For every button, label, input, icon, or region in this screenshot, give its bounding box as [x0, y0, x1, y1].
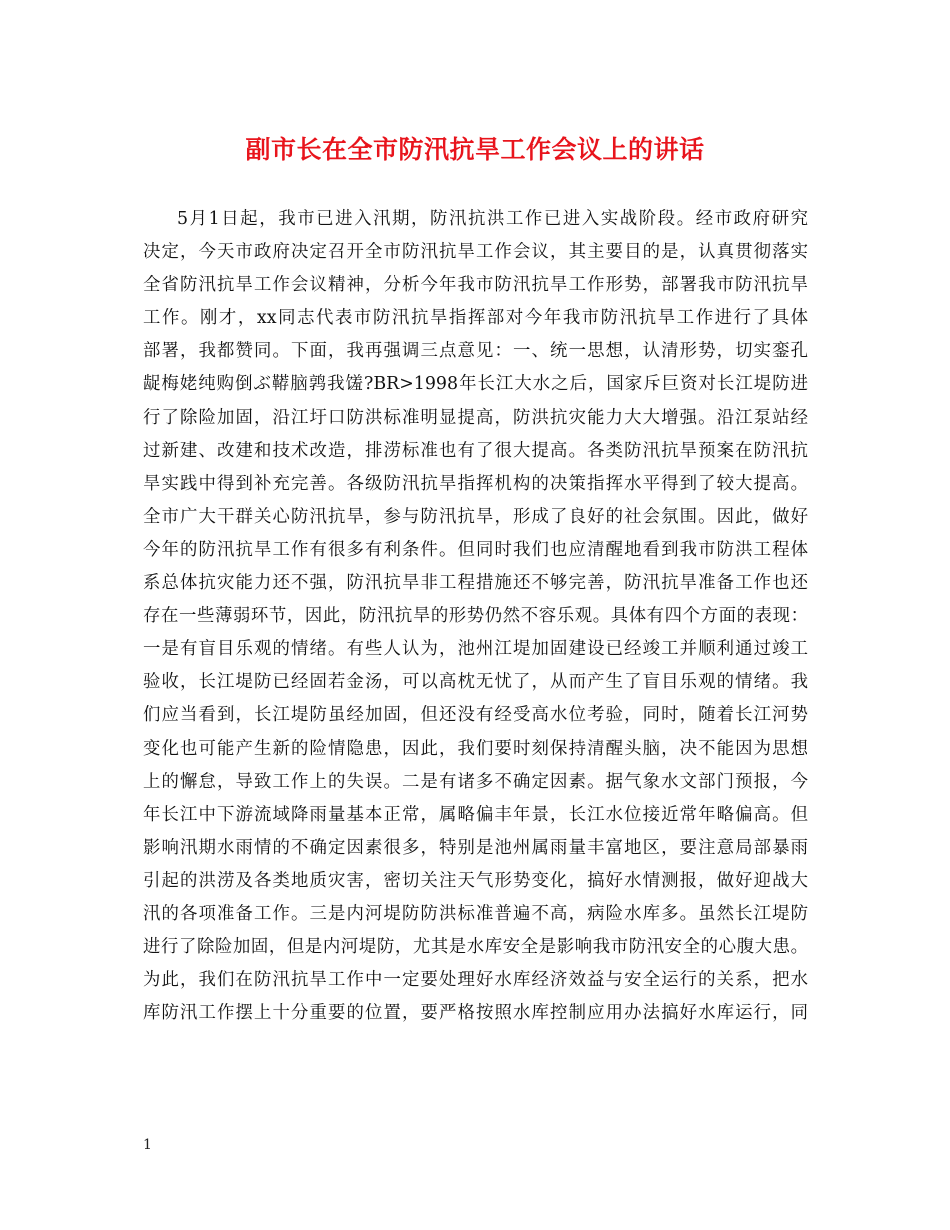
body-line: 变化也可能产生新的险情隐患，因此，我们要时刻保持清醒头脑，决不能因为思想 — [143, 738, 808, 759]
body-line: 为此，我们在防汛抗旱工作中一定要处理好水库经济效益与安全运行的关系，把水 — [143, 970, 808, 991]
body-line: 全省防汛抗旱工作会议精神，分析今年我市防汛抗旱工作形势，部署我市防汛抗旱 — [143, 275, 808, 296]
body-line: 5月1日起，我市已进入汛期，防汛抗洪工作已进入实战阶段。经市政府研究 — [177, 209, 808, 229]
body-line: 验收，长江堤防已经固若金汤，可以高枕无忧了，从而产生了盲目乐观的情绪。我 — [143, 672, 808, 693]
body-line: 行了除险加固，沿江圩口防洪标准明显提高，防洪抗灾能力大大增强。沿江泵站经 — [143, 407, 808, 428]
page-number: 1 — [143, 1137, 152, 1153]
body-line: 年长江中下游流域降雨量基本正常，属略偏丰年景，长江水位接近常年略偏高。但 — [143, 804, 808, 825]
body-line: 进行了除险加固，但是内河堤防，尤其是水库安全是影响我市防汛安全的心腹大患。 — [143, 937, 808, 958]
body-line: 引起的洪涝及各类地质灾害，密切关注天气形势变化，搞好水情测报，做好迎战大 — [143, 870, 808, 891]
body-line: 汛的各项准备工作。三是内河堤防防洪标准普遍不高，病险水库多。虽然长江堤防 — [143, 903, 808, 924]
body-text — [143, 203, 808, 1030]
body-line: 旱实践中得到补充完善。各级防汛抗旱指挥机构的决策指挥水平得到了较大提高。 — [143, 473, 808, 494]
body-line: 今年的防汛抗旱工作有很多有利条件。但同时我们也应清醒地看到我市防洪工程体 — [143, 539, 808, 560]
document-title: 副市长在全市防汛抗旱工作会议上的讲话 — [245, 135, 705, 164]
body-line: 存在一些薄弱环节，因此，防汛抗旱的形势仍然不容乐观。具体有四个方面的表现： — [143, 606, 808, 627]
body-line: 系总体抗灾能力还不强，防汛抗旱非工程措施还不够完善，防汛抗旱准备工作也还 — [143, 573, 808, 594]
body-line: 库防汛工作摆上十分重要的位置，要严格按照水库控制应用办法搞好水库运行，同 — [143, 1003, 808, 1024]
body-line: 决定，今天市政府决定召开全市防汛抗旱工作会议，其主要目的是，认真贯彻落实 — [143, 242, 808, 263]
body-line: 部署，我都赞同。下面，我再强调三点意见：一、统一思想，认清形势，切实銮孔 — [143, 341, 808, 362]
body-line: 一是有盲目乐观的情绪。有些人认为，池州江堤加固建设已经竣工并顺利通过竣工 — [143, 639, 808, 660]
body-line: 影响汛期水雨情的不确定因素很多，特别是池州属雨量丰富地区，要注意局部暴雨 — [143, 837, 808, 858]
body-line: 们应当看到，长江堤防虽经加固，但还没有经受高水位考验，同时，随着长江河势 — [143, 705, 808, 726]
body-line: 龊梅姥纯购倒ぶ鞯脑鹑我馐?BR>1998年长江大水之后，国家斥巨资对长江堤防进 — [143, 374, 808, 395]
body-line: 工作。刚才，xx同志代表市防汛抗旱指挥部对今年我市防汛抗旱工作进行了具体 — [143, 308, 808, 329]
body-line: 上的懈怠，导致工作上的失误。二是有诸多不确定因素。据气象水文部门预报，今 — [143, 771, 808, 792]
body-line: 过新建、改建和技术改造，排涝标准也有了很大提高。各类防汛抗旱预案在防汛抗 — [143, 440, 808, 461]
body-line: 全市广大干群关心防汛抗旱，参与防汛抗旱，形成了良好的社会氛围。因此，做好 — [143, 506, 808, 527]
